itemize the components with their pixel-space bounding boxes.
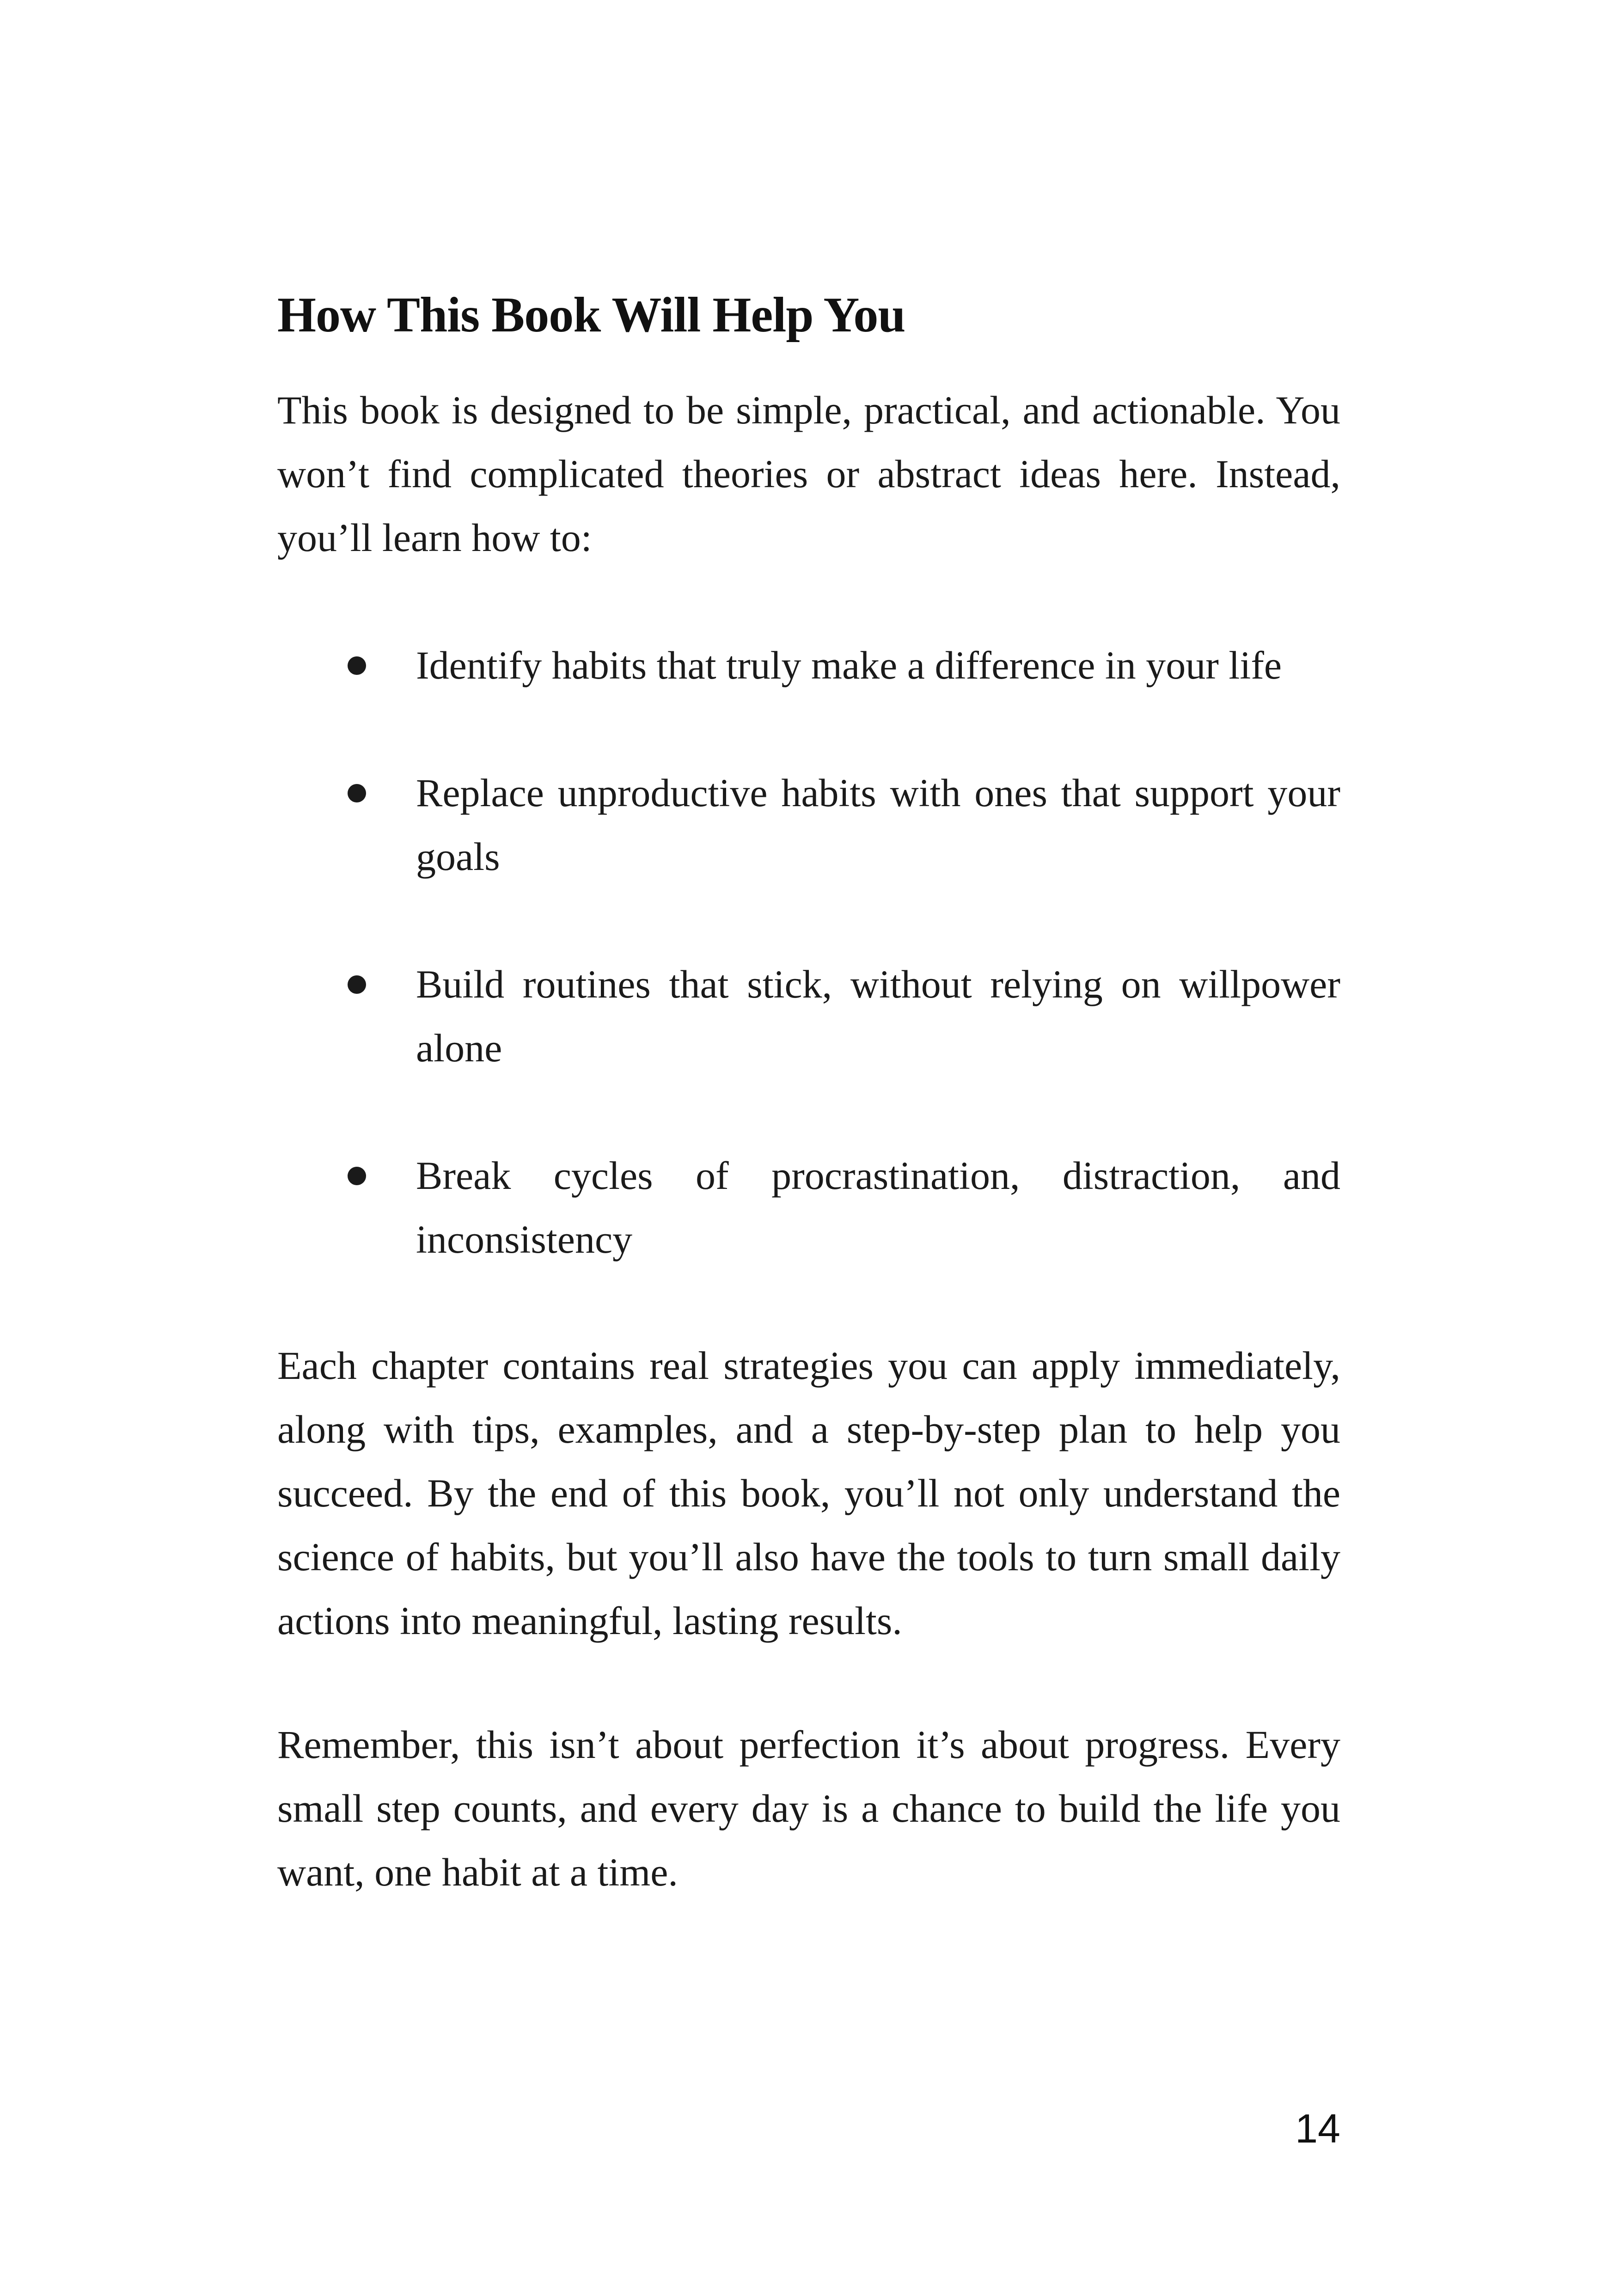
list-item-text: Build routines that stick, without relying on willpower alone [416,962,1340,1070]
list-item-text: Break cycles of procrastination, distraction, and inconsistency [416,1153,1340,1261]
bullet-icon [348,784,366,802]
section-heading: How This Book Will Help You [277,288,905,343]
body-paragraph: Each chapter contains real strategies you can apply immediately, along with tips, examples, and a step-by-step plan to help you succeed. By the end of this book, you’ll not only understand the science of habits, but you’ll also have the tools to turn small daily actions into meaningful, lasting results. [277,1343,1340,1643]
page-number: 14 [1295,2106,1340,2151]
list-item-text: Identify habits that truly make a difference in your life [416,643,1282,687]
list-item [277,633,1340,697]
list-item-text: Replace unproductive habits with ones that support your goals [416,771,1340,879]
bullet-icon [348,1167,366,1185]
list-item [277,761,1340,888]
bullet-icon [348,656,366,675]
closing-paragraph: Remember, this isn’t about perfection it’s about progress. Every small step counts, and every day is a chance to build the life you want, one habit at a time. [277,1722,1340,1894]
list-item [277,1144,1340,1271]
bullet-icon [348,975,366,994]
intro-paragraph: This book is designed to be simple, practical, and actionable. You won’t find complicated theories or abstract ideas here. Instead, you’ll learn how to: [277,388,1340,560]
list-item [277,952,1340,1080]
bullet-list [277,633,1340,1271]
